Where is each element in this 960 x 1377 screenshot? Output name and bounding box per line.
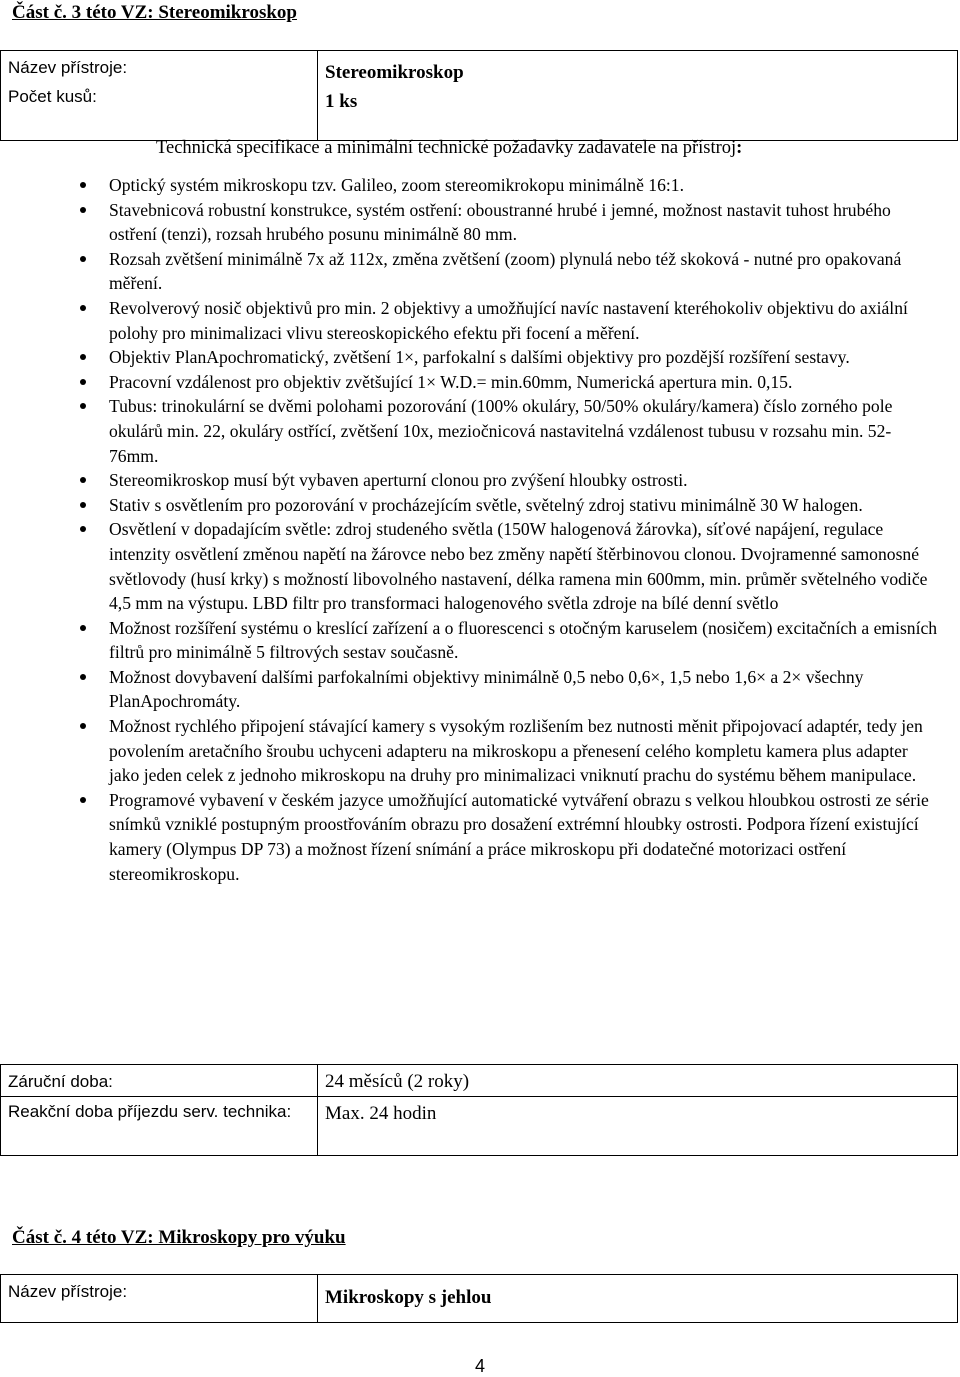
part4-value-cell	[318, 1275, 958, 1323]
device-values-cell	[318, 51, 958, 141]
list-item	[0, 247, 940, 296]
warranty-label-cell	[1, 1065, 318, 1097]
bullet-icon	[80, 674, 86, 680]
spec-text: Revolverový nosič objektivů pro min. 2 objektivy a umožňující navíc nastavení kteréhokoliv objektivu do axiální polohy pro minimalizaci vlivu stereoskopického efektu při focení a měření.	[109, 297, 908, 343]
response-label-cell	[1, 1097, 318, 1156]
device-name-value: Stereomikroskop	[325, 62, 464, 83]
part3-service-table	[0, 1064, 958, 1156]
list-item	[0, 173, 940, 198]
bullet-icon	[80, 354, 86, 360]
list-item	[0, 345, 940, 370]
response-label: Reakční doba příjezdu serv. technika:	[8, 1102, 292, 1121]
spec-list	[0, 173, 940, 886]
bullet-icon	[80, 305, 86, 311]
list-item	[0, 714, 940, 788]
spec-text: Pracovní vzdálenost pro objektiv zvětšující 1× W.D.= min.60mm, Numerická apertura min. 0,15.	[109, 371, 793, 392]
bullet-icon	[80, 526, 86, 532]
bullet-icon	[80, 403, 86, 409]
list-item	[0, 370, 940, 395]
response-value-cell	[318, 1097, 958, 1156]
bullet-icon	[80, 207, 86, 213]
spec-title	[156, 138, 742, 159]
spec-text: Tubus: trinokulární se dvěmi polohami pozorování (100% okuláry, 50/50% okuláry/kamera) číslo zorného pole okulárů min. 22, okuláry ostřící, zvětšení 10x, meziočnicová nastavitelná vzdálenost tubusu v rozsahu min. 52-76mm.	[109, 396, 893, 466]
list-item	[0, 296, 940, 345]
page-number: 4	[474, 1356, 485, 1376]
warranty-value: 24 měsíců (2 roky)	[325, 1071, 470, 1092]
spec-text: Možnost rychlého připojení stávající kamery s vysokým rozlišením bez nutnosti měnit připojovací adaptér, tedy jen povolením aretačního šroubu uchyceni adapteru na mikroskopu a přenesení celého kompletu kamera plus adapter jako jeden celek z jednoho mikroskopu na druhy pro minimalizaci vniknutí prachu do systému během manipulace.	[109, 716, 923, 786]
part3-heading: Část č. 3 této VZ: Stereomikroskop	[12, 2, 297, 23]
spec-text: Stereomikroskop musí být vybaven aperturní clonou pro zvýšení hloubky ostrosti.	[109, 470, 688, 491]
spec-title-colon: :	[736, 138, 743, 158]
spec-text: Optický systém mikroskopu tzv. Galileo, zoom stereomikrokopu minimálně 16:1.	[109, 175, 684, 195]
bullet-icon	[80, 723, 86, 729]
device-count-label: Počet kusů:	[8, 87, 97, 106]
bullet-icon	[80, 256, 86, 262]
list-item	[0, 468, 940, 493]
response-value: Max. 24 hodin	[325, 1103, 437, 1124]
device-labels-cell	[1, 51, 318, 141]
part4-heading: Část č. 4 této VZ: Mikroskopy pro výuku	[12, 1227, 346, 1248]
part4-label-cell	[1, 1275, 318, 1323]
spec-text: Rozsah zvětšení minimálně 7x až 112x, změna zvětšení (zoom) plynulá nebo též skoková - nutné pro opakovaná měření.	[109, 248, 902, 294]
list-item	[0, 394, 940, 468]
bullet-icon	[80, 502, 86, 508]
bullet-icon	[80, 797, 86, 803]
spec-text: Programové vybavení v českém jazyce umožňující automatické vytváření obrazu s velkou hloubkou ostrosti ze série snímků vzniklé postupným proostřováním obrazu pro dosažení extrémní hloubky ostrosti. Podpora řízení existující kamery (Olympus DP 73) a možnost řízení snímání a práce mikroskopu při dodatečné motorizaci ostření stereomikroskopu.	[109, 789, 929, 884]
spec-text: Možnost rozšíření systému o kreslící zařízení a o fluorescenci s otočným karuselem (nosičem) excitačních a emisních filtrů pro minimálně 5 filtrových sestav současně.	[109, 617, 938, 663]
warranty-label: Záruční doba:	[8, 1072, 113, 1091]
part3-device-table	[0, 50, 958, 141]
part4-name-label: Název přístroje:	[8, 1282, 128, 1301]
list-item	[0, 665, 940, 714]
warranty-value-cell	[318, 1065, 958, 1097]
list-item	[0, 493, 940, 518]
list-item	[0, 517, 940, 615]
device-count-value: 1 ks	[325, 91, 358, 112]
list-item	[0, 788, 940, 886]
spec-title-text: Technická specifikace a minimální technické požadavky zadavatele na přístroj	[156, 138, 737, 158]
spec-text: Možnost dovybavení dalšími parfokalními objektivy minimálně 0,5 nebo 0,6×, 1,5 nebo 1,6× a 2× všechny PlanApochromáty.	[109, 666, 864, 712]
bullet-icon	[80, 625, 86, 631]
spec-text: Stativ s osvětlením pro pozorování v procházejícím světle, světelný zdroj stativu minimálně 30 W halogen.	[109, 494, 863, 515]
device-name-label: Název přístroje:	[8, 58, 128, 77]
spec-text: Osvětlení v dopadajícím světle: zdroj studeného světla (150W halogenová žárovka), síťové napájení, regulace intenzity osvětlení změnou napětí na žárovce nebo bez změny napětí štěrbinovou clonou. Dvojramenné samonosné světlovody (husí krky) s možností libovolného nastavení, délka ramena min 600mm, min. průměr světelného vodiče 4,5 mm na výstupu. LBD filtr pro transformaci halogenového světla zdroje na bílé denní světlo	[109, 519, 928, 614]
bullet-icon	[80, 379, 86, 385]
list-item	[0, 198, 940, 247]
spec-text: Objektiv PlanApochromatický, zvětšení 1×, parfokalní s dalšími objektivy pro pozdější rozšíření sestavy.	[109, 347, 850, 368]
bullet-icon	[80, 182, 86, 188]
list-item	[0, 616, 940, 665]
bullet-icon	[80, 477, 86, 483]
spec-text: Stavebnicová robustní konstrukce, systém ostření: oboustranné hrubé i jemné, možnost nastavit tuhost hrubého ostření (tenzi), rozsah hrubého posunu minimálně 80 mm.	[109, 199, 891, 245]
part4-device-table	[0, 1274, 958, 1323]
part4-name-value: Mikroskopy s jehlou	[325, 1287, 492, 1308]
